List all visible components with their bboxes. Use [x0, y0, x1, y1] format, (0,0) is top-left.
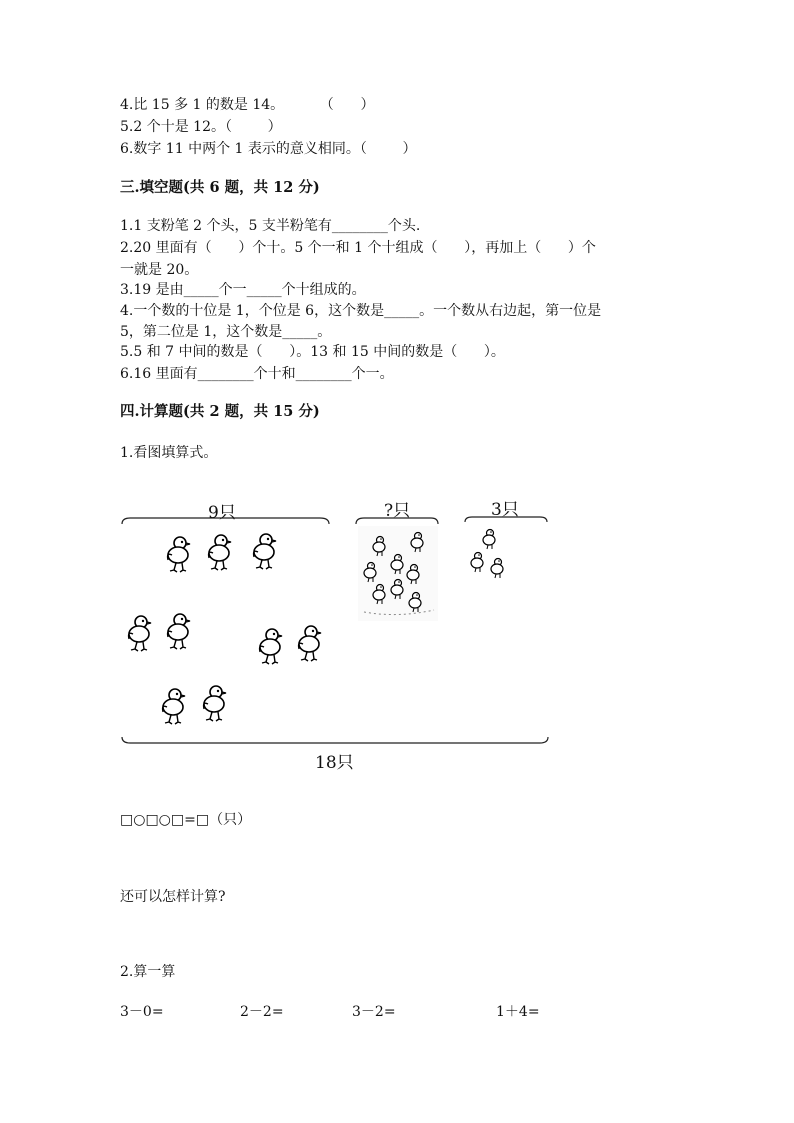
- label-left-group: 9只: [208, 503, 236, 523]
- fill-line-5: 5.5 和 7 中间的数是（ ）。13 和 15 中间的数是（ ）。: [120, 344, 505, 360]
- exercise-3: 3－2=: [352, 1004, 396, 1020]
- calc-question-2: 2.算一算: [120, 964, 176, 980]
- chick-cluster-icon: [358, 526, 438, 621]
- fill-line-2-cont: 一就是 20。: [120, 262, 199, 278]
- fill-line-1: 1.1 支粉笔 2 个头，5 支半粉笔有________个头.: [120, 218, 421, 234]
- chick-icon: [299, 626, 322, 661]
- exercise-4: 1＋4=: [496, 1004, 540, 1020]
- chick-icon: [491, 559, 503, 579]
- chick-icon: [168, 614, 191, 649]
- fill-line-3: 3.19 是由_____个一_____个十组成的。: [120, 282, 366, 298]
- brace-bottom: [122, 737, 548, 743]
- chick-icon: [209, 535, 232, 570]
- formula-template: □○□○□=□（只）: [120, 812, 252, 828]
- chick-figure: [118, 492, 558, 777]
- other-way-question: 还可以怎样计算?: [120, 889, 226, 905]
- fill-line-2: 2.20 里面有（ ）个十。5 个一和 1 个十组成（ ），再加上（ ）个: [120, 240, 596, 256]
- chick-icon: [254, 534, 277, 569]
- chick-icon: [471, 553, 483, 573]
- chick-icon: [260, 629, 283, 664]
- exercise-2: 2－2=: [240, 1004, 284, 1020]
- label-right-group: 3只: [491, 500, 519, 520]
- fill-line-6: 6.16 里面有________个十和________个一。: [120, 366, 394, 382]
- label-total: 18只: [315, 753, 354, 773]
- fill-line-4-cont: 5，第二位是 1，这个数是_____。: [120, 324, 332, 340]
- exercise-1: 3－0=: [120, 1004, 164, 1020]
- judgement-item-6: 6.数字 11 中两个 1 表示的意义相同。（ ）: [120, 141, 417, 157]
- chick-icon: [168, 537, 191, 572]
- label-middle-group: ?只: [384, 501, 411, 521]
- chick-icon: [483, 530, 495, 550]
- judgement-item-5: 5.2 个十是 12。（ ）: [120, 119, 282, 135]
- chick-icon: [163, 689, 186, 724]
- chick-icon: [204, 686, 227, 721]
- calc-section-heading: 四.计算题(共 2 题，共 15 分): [120, 403, 320, 420]
- chick-icon: [129, 616, 152, 651]
- judgement-item-4: 4.比 15 多 1 的数是 14。 （ ）: [120, 97, 375, 113]
- calc-question-1: 1.看图填算式。: [120, 445, 218, 461]
- fill-section-heading: 三.填空题(共 6 题，共 12 分): [120, 179, 320, 196]
- fill-line-4: 4.一个数的十位是 1，个位是 6，这个数是_____。一个数从右边起，第一位是: [120, 303, 602, 319]
